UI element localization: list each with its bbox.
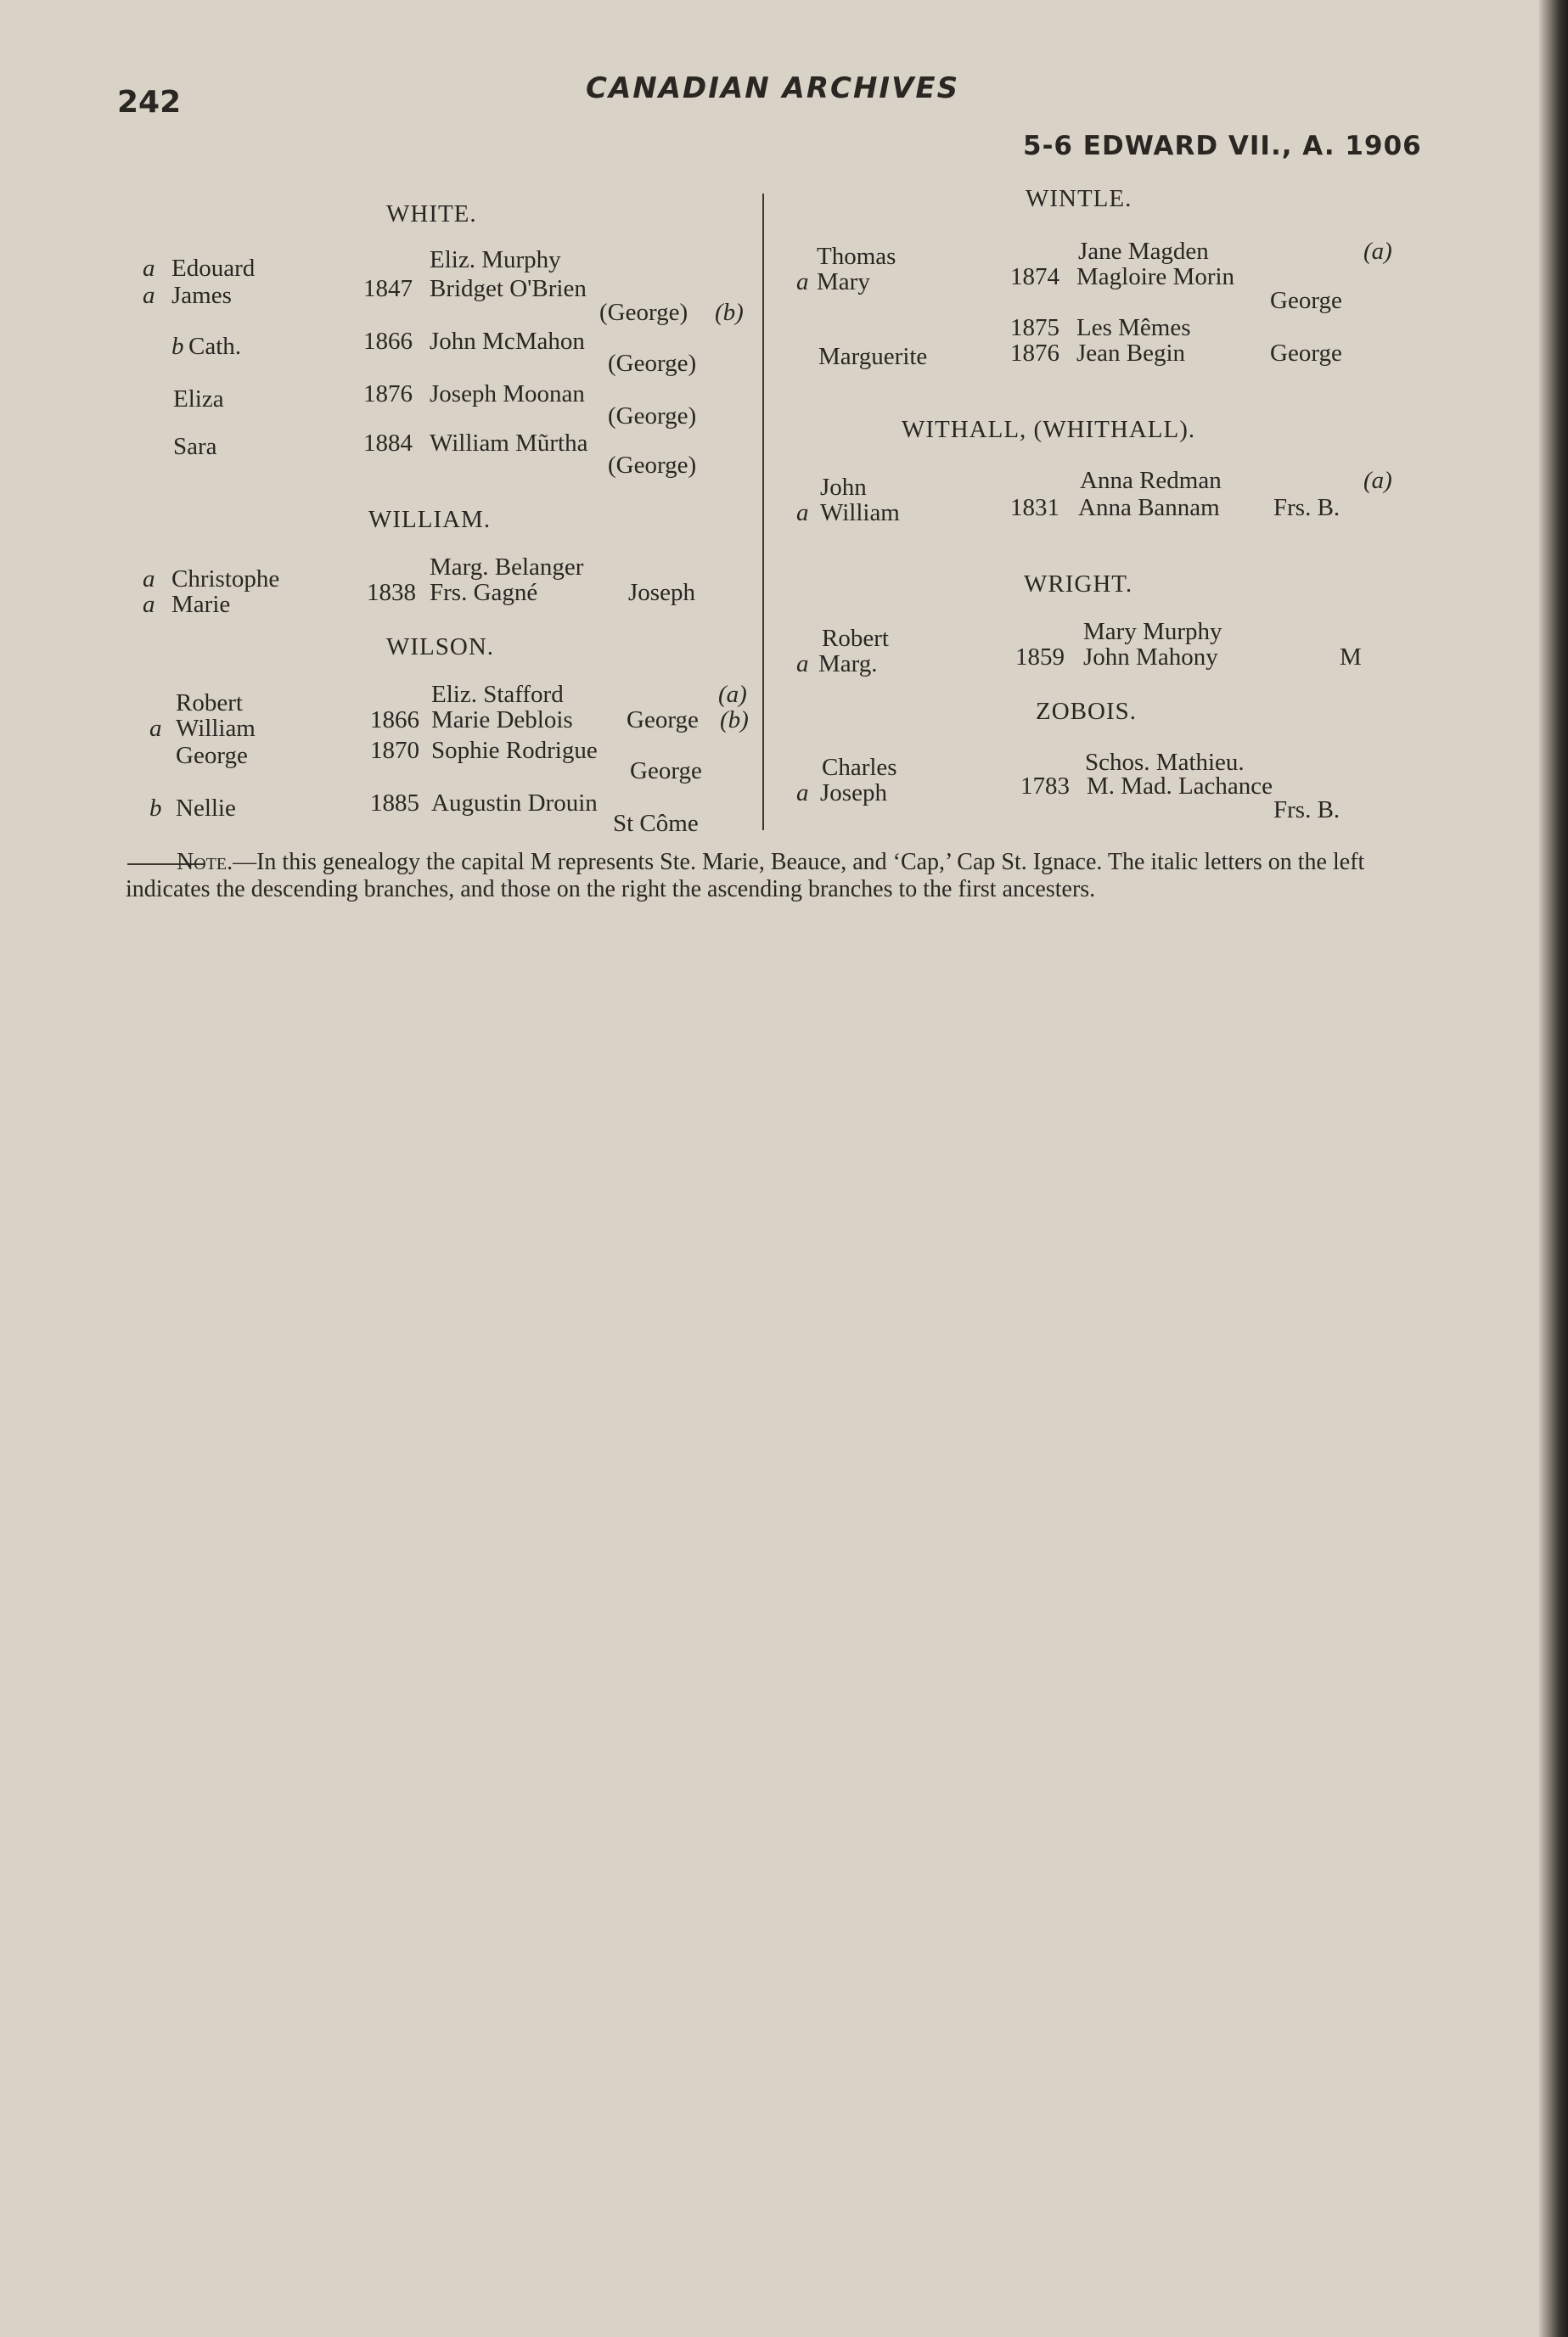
marriage-year: 1870 [370, 737, 419, 764]
spouse: Mary Murphy [1083, 618, 1222, 645]
spouse: John Mahony [1083, 643, 1218, 671]
person-name: John [820, 474, 867, 501]
spouse: Joseph Moonan [430, 380, 585, 407]
section-heading-white: WHITE. [386, 200, 477, 228]
place: George [630, 757, 702, 784]
place: (George) [599, 299, 688, 326]
session-label: 5-6 EDWARD VII., A. 1906 [1023, 131, 1422, 161]
footnote-text: .—In this genealogy the capital M represents Ste. Marie, Beauce, and ‘Cap,’ Cap St. Ignace. The italic letters on the left indicates the descending branches, and those on the right the ascending branches to the first ancesters. [126, 849, 1365, 902]
spouse: Les Mêmes [1076, 314, 1191, 341]
spouse: Bridget O'Brien [430, 275, 587, 302]
spouse: Augustin Drouin [431, 789, 598, 817]
branch-mark: a [143, 282, 155, 309]
marriage-year: 1838 [367, 579, 416, 606]
running-title: CANADIAN ARCHIVES [586, 71, 960, 105]
spouse: John McMahon [430, 328, 585, 355]
spouse: Schos. Mathieu. [1085, 749, 1245, 776]
branch-mark: a [796, 499, 809, 526]
spouse: Eliz. Murphy [430, 246, 561, 273]
marriage-year: 1876 [1010, 340, 1059, 367]
spouse: Anna Redman [1080, 467, 1222, 494]
person-name: James [171, 282, 232, 309]
page-number: 242 [117, 85, 182, 120]
spouse: Jane Magden [1078, 238, 1209, 265]
spouse: Eliz. Stafford [431, 681, 564, 708]
person-name: Christophe [171, 565, 280, 593]
branch-mark: a [149, 715, 162, 742]
place: (George) [608, 402, 697, 430]
marriage-year: 1885 [370, 789, 419, 817]
section-heading-wright: WRIGHT. [1024, 570, 1133, 598]
place: George [627, 706, 699, 733]
person-name: Charles [822, 754, 897, 781]
page-edge-shadow [1539, 0, 1568, 2337]
marriage-year: 1884 [363, 430, 413, 457]
marriage-year: 1866 [363, 328, 413, 355]
branch-mark: b [171, 333, 184, 360]
marriage-year: 1874 [1010, 263, 1059, 290]
branch-mark: a [796, 650, 809, 677]
spouse: Marie Deblois [431, 706, 573, 733]
person-name: William [820, 499, 900, 526]
spouse: Frs. Gagné [430, 579, 538, 606]
footnote [126, 849, 1416, 903]
place: George [1270, 340, 1342, 367]
person-name: Marguerite [818, 343, 928, 370]
spouse: Marg. Belanger [430, 553, 584, 581]
person-name: Sara [173, 433, 217, 460]
place: M [1340, 643, 1362, 671]
person-name: Thomas [817, 243, 896, 270]
ascending-ref: (b) [715, 299, 744, 326]
place: St Côme [613, 810, 699, 837]
person-name: Joseph [820, 779, 887, 806]
section-heading-wilson: WILSON. [386, 633, 495, 660]
spouse: Jean Begin [1076, 340, 1186, 367]
section-heading-zobois: ZOBOIS. [1036, 698, 1137, 725]
place: Joseph [628, 579, 695, 606]
spouse: Anna Bannam [1078, 494, 1220, 521]
person-name: Nellie [176, 795, 236, 822]
place: George [1270, 287, 1342, 314]
spouse: M. Mad. Lachance [1087, 772, 1273, 800]
place: Frs. B. [1273, 494, 1340, 521]
marriage-year: 1859 [1015, 643, 1065, 671]
person-name: Cath. [188, 333, 242, 360]
person-name: Marg. [818, 650, 878, 677]
branch-mark: a [796, 779, 809, 806]
spouse: Magloire Morin [1076, 263, 1235, 290]
section-heading-william: WILLIAM. [368, 506, 492, 533]
person-name: Eliza [173, 385, 224, 413]
marriage-year: 1876 [363, 380, 413, 407]
branch-mark: a [143, 255, 155, 282]
branch-mark: a [143, 591, 155, 618]
ascending-ref: (a) [718, 681, 747, 708]
column-divider [762, 194, 764, 830]
ascending-ref: (b) [720, 706, 749, 733]
person-name: Marie [171, 591, 231, 618]
place: Frs. B. [1273, 796, 1340, 823]
person-name: George [176, 742, 248, 769]
person-name: William [176, 715, 256, 742]
person-name: Edouard [171, 255, 256, 282]
marriage-year: 1875 [1010, 314, 1059, 341]
footnote-label: Note [177, 849, 228, 875]
marriage-year: 1783 [1020, 772, 1070, 800]
person-name: Robert [822, 625, 889, 652]
marriage-year: 1866 [370, 706, 419, 733]
branch-mark: a [796, 268, 809, 295]
section-heading-wintle: WINTLE. [1026, 185, 1132, 212]
person-name: Mary [817, 268, 870, 295]
marriage-year: 1847 [363, 275, 413, 302]
place: (George) [608, 350, 697, 377]
ascending-ref: (a) [1363, 238, 1392, 265]
branch-mark: a [143, 565, 155, 593]
spouse: William Mũrtha [430, 430, 588, 457]
spouse: Sophie Rodrigue [431, 737, 598, 764]
person-name: Robert [176, 689, 243, 716]
ascending-ref: (a) [1363, 467, 1392, 494]
branch-mark: b [149, 795, 162, 822]
place: (George) [608, 452, 697, 479]
marriage-year: 1831 [1010, 494, 1059, 521]
section-heading-withall: WITHALL, (WHITHALL). [902, 416, 1196, 443]
